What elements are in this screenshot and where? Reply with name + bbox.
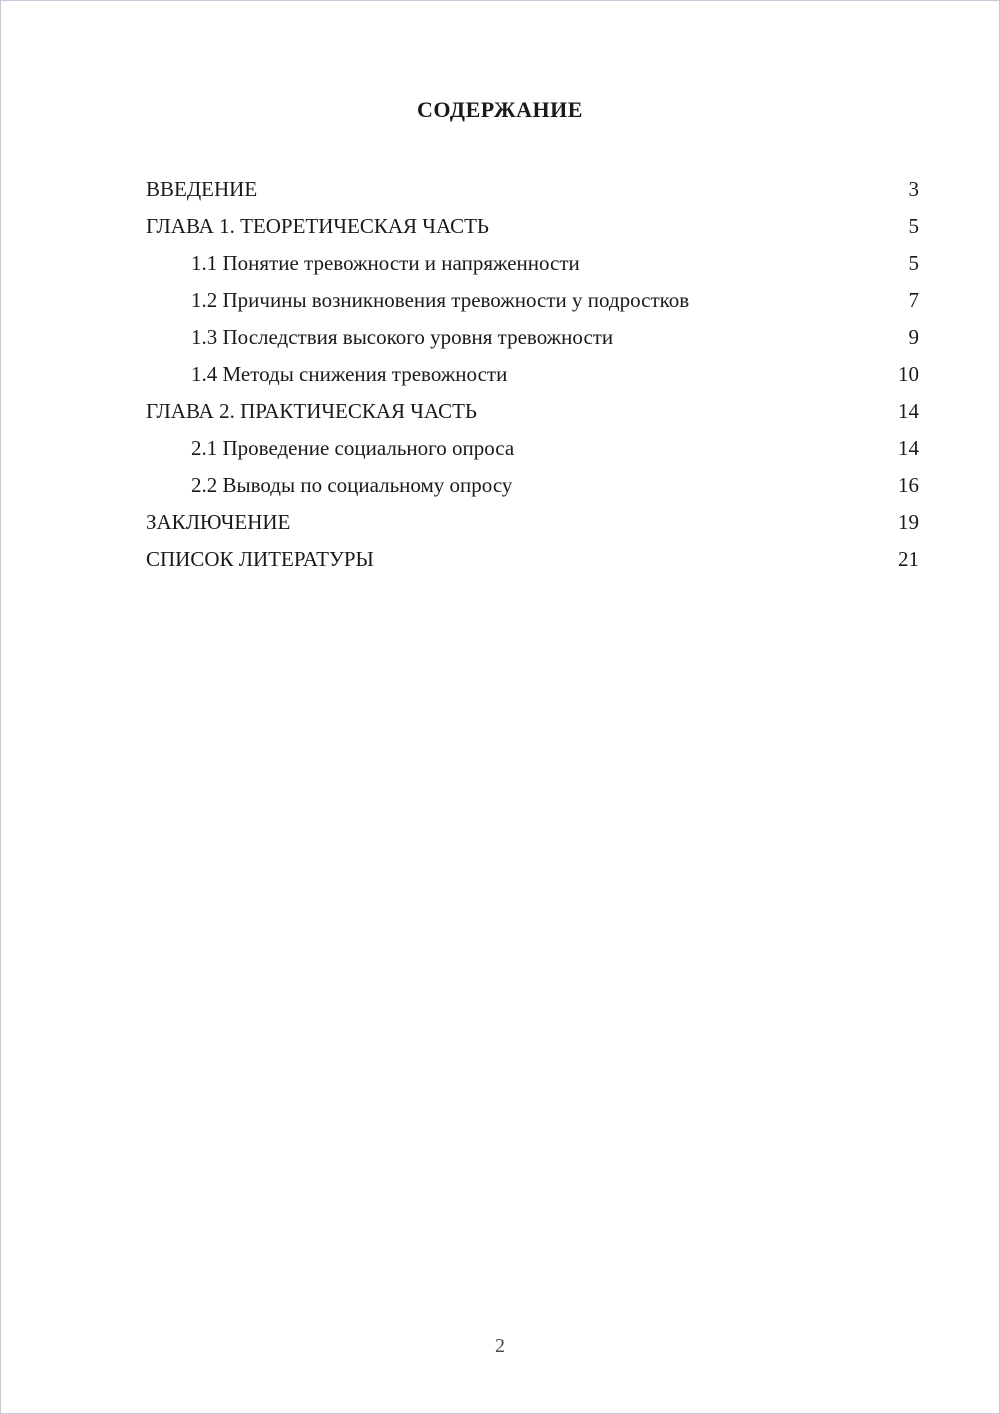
toc-entry [146, 430, 919, 467]
toc-entry [146, 245, 919, 282]
toc-entry [146, 393, 919, 430]
page-title: СОДЕРЖАНИЕ [417, 97, 583, 122]
toc-entry-label: 1.2 Причины возникновения тревожности у подростков [191, 288, 690, 312]
toc-entry-page: 9 [908, 325, 919, 349]
toc-entry-label: ЗАКЛЮЧЕНИЕ [146, 510, 291, 534]
toc-entry [146, 467, 919, 504]
toc-entry-page: 10 [898, 362, 919, 386]
toc-entry-page: 5 [908, 214, 919, 238]
toc-entry-label: 2.1 Проведение социального опроса [191, 436, 515, 460]
toc-entry-label: ВВЕДЕНИЕ [146, 177, 258, 201]
toc-entry-page: 16 [898, 473, 919, 497]
toc-entry [146, 504, 919, 541]
toc-entry [146, 282, 919, 319]
toc-entry [146, 208, 919, 245]
toc-entry-page: 3 [908, 177, 919, 201]
toc-entry-page: 14 [898, 436, 919, 460]
toc-entry-page: 5 [908, 251, 919, 275]
toc-entry-label: 1.1 Понятие тревожности и напряженности [191, 251, 580, 275]
toc-entry [146, 541, 919, 578]
toc-entry-label: ГЛАВА 2. ПРАКТИЧЕСКАЯ ЧАСТЬ [146, 399, 477, 423]
toc-entry-page: 14 [898, 399, 919, 423]
toc-entry-page: 21 [898, 547, 919, 571]
toc-entry-label: 1.3 Последствия высокого уровня тревожности [191, 325, 614, 349]
toc-entry [146, 356, 919, 393]
page-number: 2 [495, 1335, 505, 1357]
toc-entry-label: 2.2 Выводы по социальному опросу [191, 473, 513, 497]
toc-entry-label: СПИСОК ЛИТЕРАТУРЫ [146, 547, 374, 571]
toc-entry-label: 1.4 Методы снижения тревожности [191, 362, 508, 386]
toc-entry-label: ГЛАВА 1. ТЕОРЕТИЧЕСКАЯ ЧАСТЬ [146, 214, 489, 238]
toc-entry-page: 19 [898, 510, 919, 534]
toc-list [146, 171, 919, 578]
toc-entry [146, 171, 919, 208]
toc-entry [146, 319, 919, 356]
toc-entry-page: 7 [908, 288, 919, 312]
